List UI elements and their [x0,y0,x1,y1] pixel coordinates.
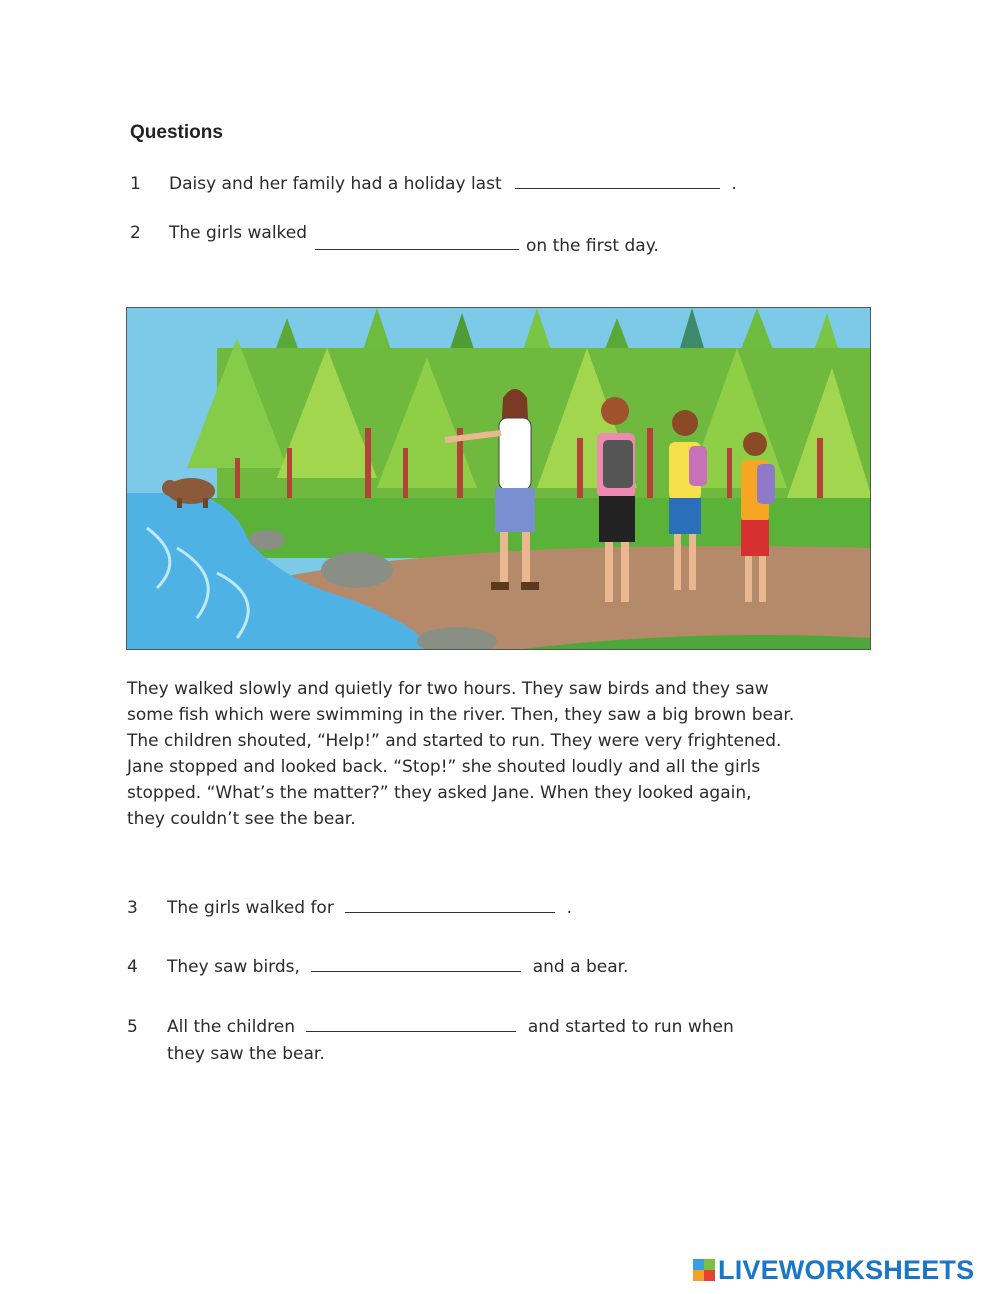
rock [249,530,285,550]
question-text: They saw birds, [167,957,300,977]
passage-line: some fish which were swimming in the river. Then, they saw a big brown bear. [127,705,795,725]
passage-line: stopped. “What’s the matter?” they asked Jane. When they looked again, [127,783,752,803]
question-text: All the children [167,1017,295,1037]
passage-line: They walked slowly and quietly for two hours. They saw birds and they saw [127,679,769,699]
question-end: . [566,898,573,918]
logo-icon [693,1259,715,1281]
question-number: 5 [127,1017,138,1037]
passage-line: they couldn’t see the bear. [127,809,356,829]
question-end: on the first day. [526,236,659,256]
passage-line: Jane stopped and looked back. “Stop!” she shouted loudly and all the girls [127,757,761,777]
question-text: The girls walked [169,223,308,243]
reading-passage [127,676,887,832]
question-number: 3 [127,898,138,918]
question-end: and a bear. [532,957,629,977]
scene-svg [127,308,871,650]
question-text: Daisy and her family had a holiday last [169,174,502,194]
answer-blank-4[interactable] [311,957,521,972]
answer-blank-2[interactable] [315,235,519,250]
question-number: 4 [127,957,138,977]
question-number: 2 [130,223,141,243]
passage-line: The children shouted, “Help!” and started to run. They were very frightened. [127,731,782,751]
question-text-continued: they saw the bear. [167,1044,325,1064]
logo-text: LIVEWORKSHEETS [718,1254,975,1285]
question-end: . [731,174,737,194]
rock [321,552,393,588]
answer-blank-1[interactable] [515,174,720,189]
question-number: 1 [130,174,141,194]
question-text: The girls walked for [167,898,334,918]
answer-blank-3[interactable] [345,898,555,913]
liveworksheets-logo [693,1254,974,1286]
answer-blank-5[interactable] [306,1017,516,1032]
forest-river-illustration [126,307,871,650]
question-end: and started to run when [527,1017,734,1037]
questions-heading: Questions [130,122,223,143]
